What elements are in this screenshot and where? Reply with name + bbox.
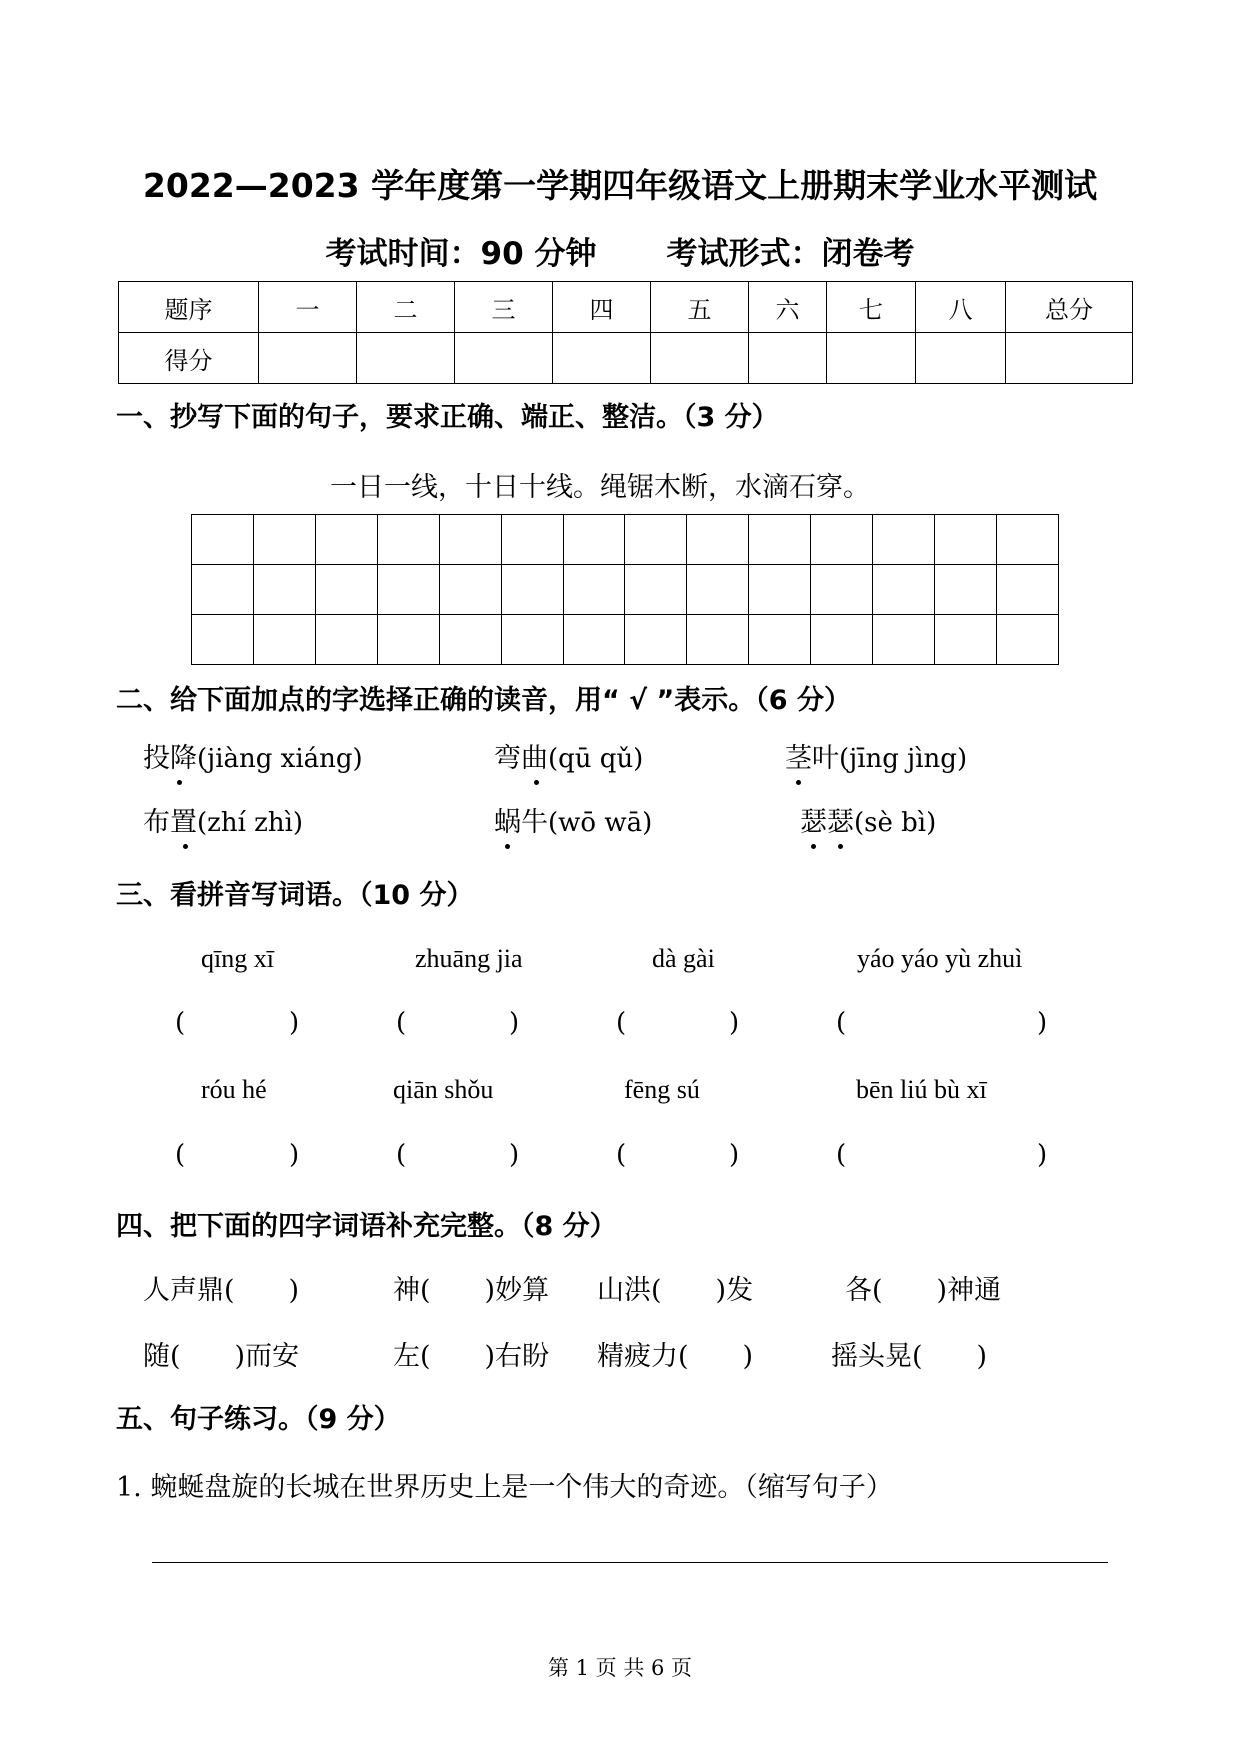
grid-cell[interactable] (687, 615, 749, 665)
answer-close-paren: ) (1037, 1140, 1048, 1170)
emphasis-dot (838, 844, 843, 849)
grid-cell[interactable] (315, 615, 377, 665)
score-header-cell: 二 (357, 282, 455, 333)
grid-cell[interactable] (439, 615, 501, 665)
grid-cell[interactable] (749, 515, 811, 565)
score-cell[interactable] (827, 333, 916, 384)
idiom-item: 左( )右盼 (393, 1341, 550, 1372)
score-row-label: 得分 (119, 333, 259, 384)
answer-open-paren: ( (616, 1140, 627, 1170)
grid-cell[interactable] (625, 615, 687, 665)
score-header-cell: 三 (455, 282, 553, 333)
idiom-item: 随( )而安 (143, 1341, 300, 1372)
reading-options: (qū qǔ) (548, 744, 644, 774)
reading-options: (jiàng xiáng) (197, 744, 363, 774)
grid-cell[interactable] (192, 565, 254, 615)
grid-cell[interactable] (253, 565, 315, 615)
emphasis-dot (534, 780, 539, 785)
idiom-item: 神( )妙算 (393, 1275, 550, 1306)
grid-cell[interactable] (811, 515, 873, 565)
reading-item-5 (494, 800, 652, 839)
grid-cell[interactable] (687, 515, 749, 565)
section5-heading: 五、句子练习。（9 分） (116, 1404, 401, 1435)
reading-word: 布置 (143, 807, 197, 838)
grid-cell[interactable] (625, 515, 687, 565)
answer-line[interactable] (152, 1562, 1108, 1563)
reading-word: 投降 (143, 743, 197, 774)
pinyin-prompt: yáo yáo yù zhuì (857, 944, 1023, 973)
reading-word: 蜗牛 (494, 807, 548, 838)
pinyin-prompt: qīng xī (201, 944, 274, 973)
pinyin-prompt: bēn liú bù xī (856, 1075, 987, 1104)
pinyin-prompt: fēng sú (624, 1075, 700, 1104)
reading-item-2 (494, 736, 643, 775)
score-cell[interactable] (916, 333, 1006, 384)
grid-cell[interactable] (935, 565, 997, 615)
score-cell[interactable] (1006, 333, 1133, 384)
score-cell[interactable] (749, 333, 827, 384)
section3-heading: 三、看拼音写词语。（10 分） (116, 880, 474, 911)
answer-open-paren: ( (396, 1008, 407, 1038)
grid-cell[interactable] (811, 615, 873, 665)
reading-options: (wō wā) (548, 808, 653, 838)
grid-cell[interactable] (377, 565, 439, 615)
grid-cell[interactable] (996, 565, 1058, 615)
score-cell[interactable] (455, 333, 553, 384)
score-header-cell: 五 (651, 282, 749, 333)
copy-sentence: 一日一线，十日十线。绳锯木断，水滴石穿。 (330, 472, 870, 503)
pinyin-prompt: dà gài (652, 944, 715, 973)
grid-cell[interactable] (873, 515, 935, 565)
emphasis-dot (177, 780, 182, 785)
grid-cell[interactable] (315, 565, 377, 615)
reading-item-3 (785, 736, 967, 775)
grid-cell[interactable] (253, 615, 315, 665)
emphasis-dot (183, 844, 188, 849)
grid-cell[interactable] (625, 565, 687, 615)
reading-options: (sè bì) (854, 808, 937, 838)
page-footer: 第 1 页 共 6 页 (547, 1656, 693, 1680)
reading-word: 弯曲 (494, 743, 548, 774)
idiom-item: 山洪( )发 (597, 1275, 754, 1306)
score-header-cell: 题序 (119, 282, 259, 333)
section2-heading: 二、给下面加点的字选择正确的读音，用“ √ ”表示。（6 分） (116, 685, 851, 716)
grid-cell[interactable] (811, 565, 873, 615)
score-header-cell: 六 (749, 282, 827, 333)
grid-cell[interactable] (501, 515, 563, 565)
answer-close-paren: ) (509, 1008, 520, 1038)
emphasis-dot (811, 844, 816, 849)
grid-cell[interactable] (749, 615, 811, 665)
grid-cell[interactable] (439, 515, 501, 565)
score-header-cell: 总分 (1006, 282, 1133, 333)
grid-cell[interactable] (192, 615, 254, 665)
score-cell[interactable] (259, 333, 357, 384)
pinyin-prompt: róu hé (201, 1075, 267, 1104)
answer-open-paren: ( (175, 1008, 186, 1038)
exam-time: 考试时间：90 分钟 (325, 236, 597, 272)
reading-options: (zhí zhì) (197, 808, 304, 838)
grid-row (192, 615, 1059, 665)
grid-cell[interactable] (563, 615, 625, 665)
answer-close-paren: ) (289, 1008, 300, 1038)
sentence-question-1: 1. 蜿蜒盘旋的长城在世界历史上是一个伟大的奇迹。（缩写句子） (116, 1472, 893, 1503)
idiom-item: 摇头晃( ) (831, 1341, 988, 1372)
grid-cell[interactable] (687, 565, 749, 615)
score-cell[interactable] (553, 333, 651, 384)
grid-cell[interactable] (563, 565, 625, 615)
pinyin-prompt: zhuāng jia (415, 944, 523, 973)
grid-cell[interactable] (996, 515, 1058, 565)
exam-title: 2022—2023 学年度第一学期四年级语文上册期末学业水平测试 (142, 166, 1098, 205)
grid-cell[interactable] (749, 565, 811, 615)
answer-open-paren: ( (836, 1140, 847, 1170)
score-header-cell: 七 (827, 282, 916, 333)
grid-cell[interactable] (439, 565, 501, 615)
answer-close-paren: ) (509, 1140, 520, 1170)
section4-heading: 四、把下面的四字词语补充完整。（8 分） (116, 1211, 617, 1242)
grid-cell[interactable] (377, 615, 439, 665)
grid-cell[interactable] (315, 515, 377, 565)
grid-cell[interactable] (563, 515, 625, 565)
answer-close-paren: ) (729, 1140, 740, 1170)
reading-item-1 (143, 736, 363, 775)
grid-cell[interactable] (501, 615, 563, 665)
grid-cell[interactable] (192, 515, 254, 565)
grid-row (192, 515, 1059, 565)
idiom-item: 精疲力( ) (597, 1341, 754, 1372)
grid-cell[interactable] (873, 615, 935, 665)
section1-heading: 一、抄写下面的句子，要求正确、端正、整洁。（3 分） (116, 402, 779, 433)
exam-form: 考试形式：闭卷考 (666, 236, 915, 272)
grid-cell[interactable] (996, 615, 1058, 665)
answer-open-paren: ( (175, 1140, 186, 1170)
grid-cell[interactable] (935, 515, 997, 565)
score-table (118, 281, 1133, 384)
grid-cell[interactable] (935, 615, 997, 665)
exam-subtitle (0, 228, 1240, 273)
score-header-cell: 一 (259, 282, 357, 333)
grid-cell[interactable] (377, 515, 439, 565)
answer-close-paren: ) (729, 1008, 740, 1038)
reading-item-4 (143, 800, 303, 839)
grid-cell[interactable] (501, 565, 563, 615)
reading-item-6 (800, 800, 936, 839)
idiom-item: 各( )神通 (845, 1275, 1002, 1306)
reading-options: (jīng jìng) (839, 744, 968, 774)
answer-open-paren: ( (836, 1008, 847, 1038)
score-table-header-row (119, 282, 1133, 333)
reading-word: 瑟瑟 (800, 807, 854, 838)
score-cell[interactable] (651, 333, 749, 384)
grid-cell[interactable] (873, 565, 935, 615)
pinyin-prompt: qiān shǒu (393, 1075, 494, 1104)
reading-word: 茎叶 (785, 743, 839, 774)
score-header-cell: 八 (916, 282, 1006, 333)
emphasis-dot (796, 780, 801, 785)
grid-cell[interactable] (253, 515, 315, 565)
copy-writing-grid[interactable] (191, 514, 1059, 665)
score-header-cell: 四 (553, 282, 651, 333)
score-cell[interactable] (357, 333, 455, 384)
answer-close-paren: ) (1037, 1008, 1048, 1038)
answer-open-paren: ( (616, 1008, 627, 1038)
grid-row (192, 565, 1059, 615)
answer-open-paren: ( (396, 1140, 407, 1170)
answer-close-paren: ) (289, 1140, 300, 1170)
idiom-item: 人声鼎( ) (143, 1275, 300, 1306)
score-table-score-row (119, 333, 1133, 384)
emphasis-dot (505, 844, 510, 849)
